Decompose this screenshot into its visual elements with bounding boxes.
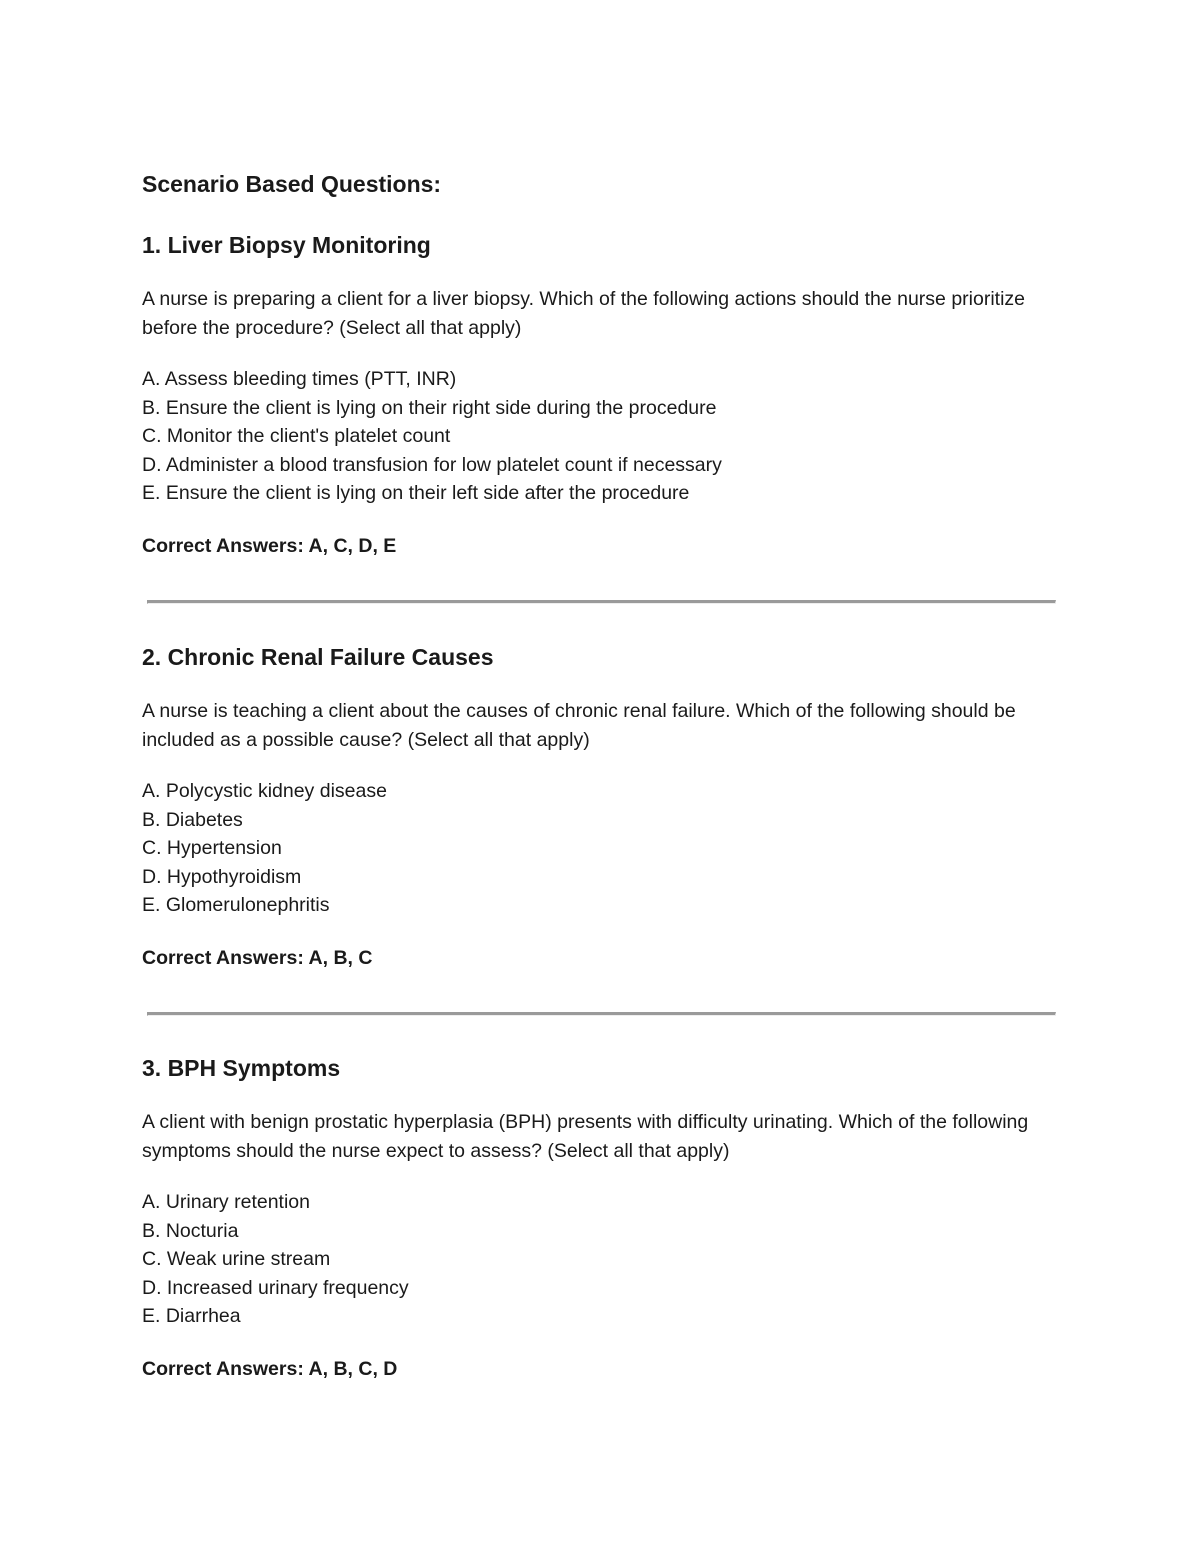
option-d: D. Administer a blood transfusion for low platelet count if necessary: [142, 453, 722, 476]
question-3-answer: Correct Answers: A, B, C, D: [142, 1357, 398, 1380]
option-b: B. Nocturia: [142, 1219, 239, 1242]
question-1: [142, 231, 1062, 560]
option-c: C. Hypertension: [142, 837, 282, 860]
option-b: B. Diabetes: [142, 808, 243, 831]
option-d: D. Hypothyroidism: [142, 865, 302, 888]
question-3-heading: 3. BPH Symptoms: [142, 1055, 341, 1081]
section-divider: [147, 1012, 1056, 1016]
question-3: [142, 1054, 1062, 1383]
option-a: A. Urinary retention: [142, 1191, 310, 1213]
question-2-answer: Correct Answers: A, B, C: [142, 946, 373, 969]
question-2-options: [142, 777, 1062, 920]
question-1-heading: 1. Liver Biopsy Monitoring: [142, 232, 431, 258]
option-c: C. Weak urine stream: [142, 1248, 331, 1271]
option-d: D. Increased urinary frequency: [142, 1276, 409, 1299]
option-b: B. Ensure the client is lying on their right side during the procedure: [142, 396, 717, 419]
option-a: A. Assess bleeding times (PTT, INR): [142, 368, 457, 390]
question-2-prompt: A nurse is teaching a client about the causes of chronic renal failure. Which of the following should be included as a possible cause? (Select all that apply): [142, 700, 1016, 751]
question-3-options: [142, 1188, 1062, 1331]
option-e: E. Diarrhea: [142, 1305, 241, 1328]
section-divider: [147, 600, 1056, 604]
option-a: A. Polycystic kidney disease: [142, 780, 387, 802]
question-2: [142, 643, 1062, 972]
option-e: E. Ensure the client is lying on their left side after the procedure: [142, 482, 690, 505]
question-1-answer: Correct Answers: A, C, D, E: [142, 534, 397, 557]
question-2-heading: 2. Chronic Renal Failure Causes: [142, 644, 494, 670]
question-1-prompt: A nurse is preparing a client for a liver biopsy. Which of the following actions should the nurse prioritize before the procedure? (Select all that apply): [142, 288, 1026, 339]
question-1-options: [142, 365, 1062, 508]
option-c: C. Monitor the client's platelet count: [142, 425, 451, 448]
option-e: E. Glomerulonephritis: [142, 894, 330, 917]
document-title: Scenario Based Questions:: [142, 171, 442, 197]
question-3-prompt: A client with benign prostatic hyperplasia (BPH) presents with difficulty urinating. Which of the following symptoms should the nurse expect to assess? (Select all that apply): [142, 1111, 1029, 1162]
